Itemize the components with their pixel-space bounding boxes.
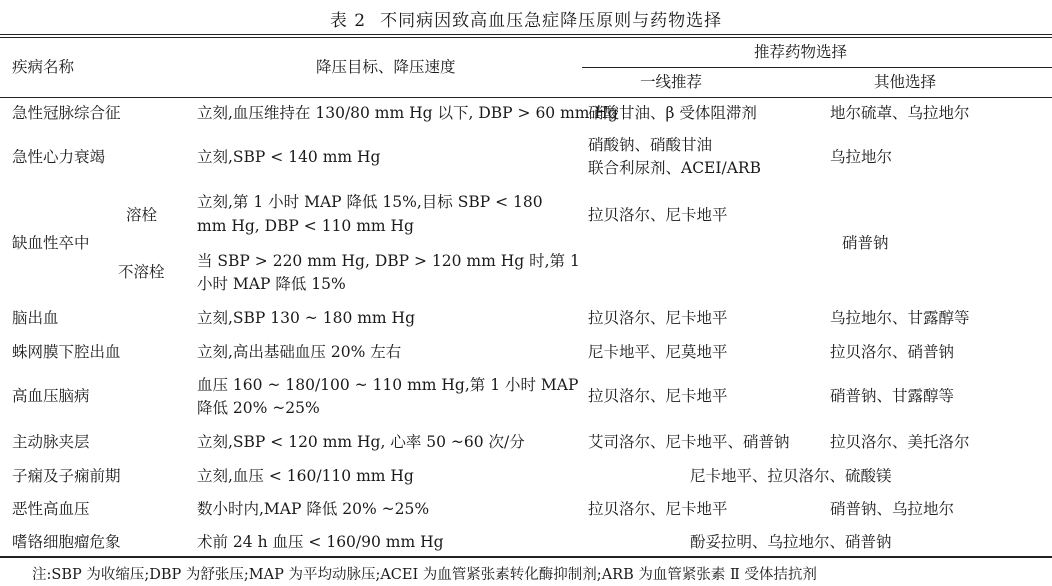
row-4-other: 拉贝洛尔、硝普钠 <box>830 343 955 361</box>
row-5-target-line2: 降低 20% ~25% <box>197 399 320 417</box>
bottom-rule <box>0 556 1052 558</box>
row-1-first-line1: 硝酸钠、硝酸甘油 <box>588 136 713 154</box>
row-5-first: 拉贝洛尔、尼卡地平 <box>588 387 728 405</box>
row-9-disease: 嗜铬细胞瘤危象 <box>12 533 121 551</box>
header-first-line: 一线推荐 <box>640 73 703 91</box>
table-footnote: 注:SBP 为收缩压;DBP 为舒张压;MAP 为平均动脉压;ACEI 为血管紧张素转化酶抑制剂;ARB 为血管紧张素 Ⅱ 受体拮抗剂 <box>32 567 817 583</box>
row-1-disease: 急性心力衰竭 <box>12 148 106 166</box>
header-bottom-rule <box>0 97 1052 98</box>
row-2-sub-thrombolysis: 溶栓 <box>126 206 158 224</box>
row-4-disease: 蛛网膜下腔出血 <box>12 343 121 361</box>
row-0-first: 硝酸甘油、β 受体阻滞剂 <box>588 104 757 122</box>
row-2-disease: 缺血性卒中 <box>12 234 90 252</box>
caption-title: 不同病因致高血压急症降压原则与药物选择 <box>380 11 723 31</box>
row-0-other: 地尔硫䓬、乌拉地尔 <box>830 104 970 122</box>
row-6-other: 拉贝洛尔、美托洛尔 <box>830 433 970 451</box>
header-other: 其他选择 <box>874 73 937 91</box>
row-0-disease: 急性冠脉综合征 <box>12 104 121 122</box>
row-4-first: 尼卡地平、尼莫地平 <box>588 343 728 361</box>
row-8-disease: 恶性高血压 <box>12 500 90 518</box>
row-2-other: 硝普钠 <box>842 234 889 252</box>
row-4-target: 立刻,高出基础血压 20% 左右 <box>197 343 402 361</box>
row-8-other: 硝普钠、乌拉地尔 <box>830 500 955 518</box>
row-1-first-line2: 联合利尿剂、ACEI/ARB <box>588 159 761 177</box>
row-6-first: 艾司洛尔、尼卡地平、硝普钠 <box>588 433 790 451</box>
row-9-target: 术前 24 h 血压 < 160/90 mm Hg <box>197 533 444 551</box>
table-caption <box>0 6 1052 31</box>
row-0-target: 立刻,血压维持在 130/80 mm Hg 以下, DBP > 60 mm Hg <box>197 104 618 122</box>
row-2-target1-line2: mm Hg, DBP < 110 mm Hg <box>197 217 414 235</box>
row-1-other: 乌拉地尔 <box>830 148 893 166</box>
row-2-target2-line1: 当 SBP > 220 mm Hg, DBP > 120 mm Hg 时,第 1 <box>197 252 580 270</box>
row-2-target1-line1: 立刻,第 1 小时 MAP 降低 15%,目标 SBP < 180 <box>197 193 543 211</box>
caption-number: 表 2 <box>329 11 367 31</box>
row-8-target: 数小时内,MAP 降低 20% ~25% <box>197 500 430 518</box>
drug-header-rule <box>582 67 1052 68</box>
row-9-drugs: 酚妥拉明、乌拉地尔、硝普钠 <box>690 533 892 551</box>
row-3-other: 乌拉地尔、甘露醇等 <box>830 309 970 327</box>
row-6-disease: 主动脉夹层 <box>12 433 90 451</box>
row-3-target: 立刻,SBP 130 ~ 180 mm Hg <box>197 309 415 327</box>
header-drugs: 推荐药物选择 <box>754 43 848 61</box>
header-target: 降压目标、降压速度 <box>316 58 456 76</box>
top-rule <box>0 34 1052 35</box>
row-5-target-line1: 血压 160 ~ 180/100 ~ 110 mm Hg,第 1 小时 MAP <box>197 376 579 394</box>
row-3-disease: 脑出血 <box>12 309 59 327</box>
row-7-disease: 子痫及子痫前期 <box>12 467 121 485</box>
row-5-disease: 高血压脑病 <box>12 387 90 405</box>
row-2-target2-line2: 小时 MAP 降低 15% <box>197 275 346 293</box>
row-6-target: 立刻,SBP < 120 mm Hg, 心率 50 ~60 次/分 <box>197 433 525 451</box>
row-5-other: 硝普钠、甘露醇等 <box>830 387 955 405</box>
row-2-sub-non-thrombolysis: 不溶栓 <box>118 263 165 281</box>
row-1-target: 立刻,SBP < 140 mm Hg <box>197 148 381 166</box>
row-8-first: 拉贝洛尔、尼卡地平 <box>588 500 728 518</box>
header-disease: 疾病名称 <box>12 58 75 76</box>
row-3-first: 拉贝洛尔、尼卡地平 <box>588 309 728 327</box>
row-7-drugs: 尼卡地平、拉贝洛尔、硫酸镁 <box>690 467 892 485</box>
row-2-first: 拉贝洛尔、尼卡地平 <box>588 206 728 224</box>
top-rule-2 <box>0 37 1052 38</box>
row-7-target: 立刻,血压 < 160/110 mm Hg <box>197 467 414 485</box>
